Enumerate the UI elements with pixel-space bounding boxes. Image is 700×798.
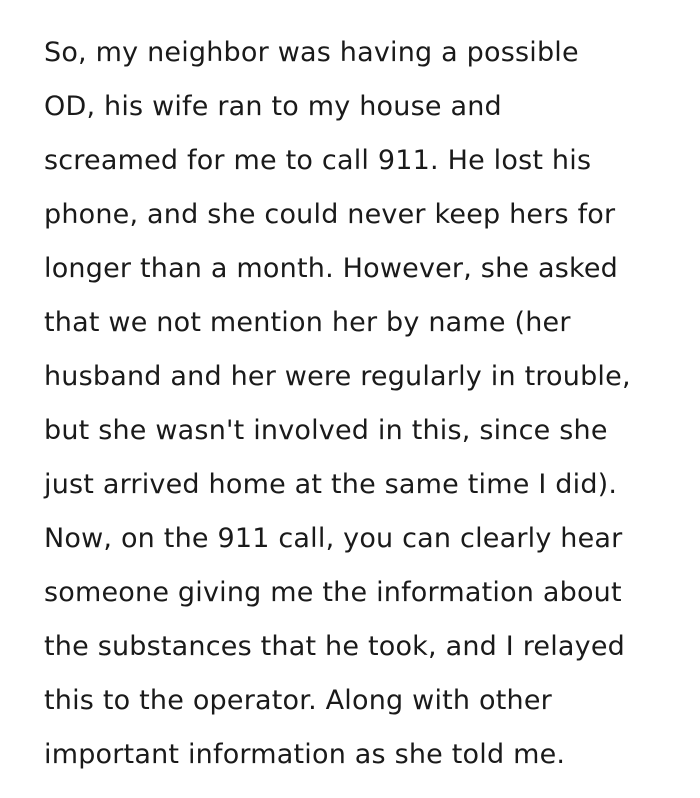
story-line: longer than a month. However, she asked <box>44 253 619 284</box>
story-line: just arrived home at the same time I did). <box>44 469 618 500</box>
story-text <box>44 26 684 782</box>
story-line: someone giving me the information about <box>44 577 622 608</box>
story-line: phone, and she could never keep hers for <box>44 199 616 230</box>
story-line: that we not mention her by name (her <box>44 307 571 338</box>
story-line: OD, his wife ran to my house and <box>44 91 502 122</box>
story-line: husband and her were regularly in trouble, <box>44 361 631 392</box>
story-line: the substances that he took, and I relayed <box>44 631 625 662</box>
story-line: screamed for me to call 911. He lost his <box>44 145 592 176</box>
story-line: this to the operator. Along with other <box>44 685 552 716</box>
story-line: important information as she told me. <box>44 739 566 770</box>
story-line: but she wasn't involved in this, since she <box>44 415 608 446</box>
story-line: So, my neighbor was having a possible <box>44 37 579 68</box>
story-line: Now, on the 911 call, you can clearly hear <box>44 523 623 554</box>
